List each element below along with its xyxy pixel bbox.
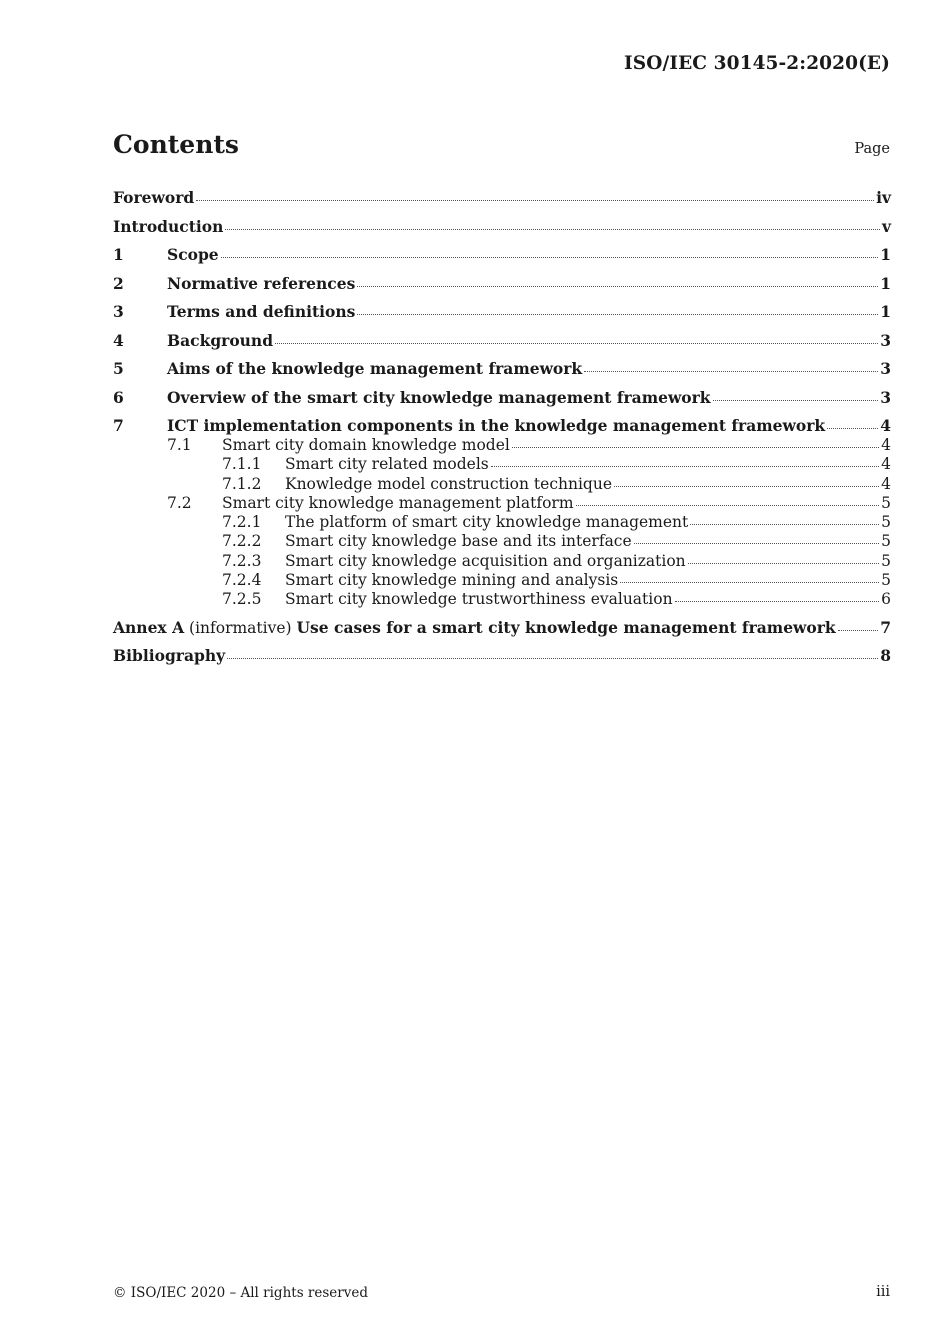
copyright-notice: © ISO/IEC 2020 – All rights reserved [113,1285,368,1301]
dot-leader [275,342,878,344]
toc-entry-title: Background [167,330,274,350]
toc-page-number: iv [876,188,891,207]
dot-leader [690,523,879,525]
footer-page-number: iii [876,1284,890,1300]
toc-entry-6[interactable] [113,384,891,413]
annex-informative-note: (informative) [184,618,297,637]
toc-page-number: 3 [880,387,891,407]
toc-page-number: 5 [881,513,891,532]
toc-entry-title: Smart city knowledge base and its interface [285,532,632,551]
toc-page-number: 6 [881,590,891,609]
document-id: ISO/IEC 30145-2:2020(E) [624,53,890,74]
toc-page-number: 3 [880,359,891,378]
dot-leader [221,256,879,258]
toc-clause-number: 1 [113,245,124,264]
toc-clause-number: 7.1 [167,436,192,454]
toc-page-number: 4 [880,416,891,435]
toc-page-number: v [881,216,891,236]
toc-page-number: 4 [881,436,891,454]
toc-clause-number: 7.2.1 [222,513,262,532]
toc-page-number: 1 [880,273,891,293]
toc-entry-title [113,614,836,643]
dot-leader [512,446,879,448]
dot-leader [584,370,878,372]
toc-page-number: 4 [881,455,891,474]
toc-page-number: 7 [880,617,891,637]
toc-page-number: 5 [881,551,891,570]
dot-leader [227,657,878,659]
toc-entry-annex-a[interactable] [113,614,891,643]
toc-entry-7[interactable] [113,416,891,436]
toc-entry-7-1-1[interactable] [113,455,891,474]
dot-leader [634,542,879,544]
toc-entry-title: Smart city knowledge mining and analysis [285,571,619,590]
dot-leader [357,285,878,287]
toc-page-number: 5 [881,493,891,512]
annex-title: Use cases for a smart city knowledge management framework [296,617,836,637]
toc-entry-title: Bibliography [113,646,226,666]
dot-leader [827,427,878,429]
toc-clause-number: 6 [113,387,124,407]
toc-entry-title: Aims of the knowledge management framework [167,359,583,378]
toc-entry-title: Foreword [113,188,195,207]
toc-entry-title: Smart city related models [285,455,489,474]
toc-clause-number: 7.1.2 [222,474,262,493]
toc-entry-title: Scope [167,245,219,264]
dot-leader [196,199,874,201]
toc-entry-title: Normative references [167,273,356,293]
toc-entry-7-2-3[interactable] [113,552,891,571]
toc-entry-3[interactable] [113,298,891,327]
table-of-contents [113,184,891,671]
dot-leader [675,600,880,602]
toc-entry-7-2-4[interactable] [113,571,891,590]
toc-entry-5[interactable] [113,355,891,384]
page-column-label: Page [854,141,890,157]
toc-entry-title: Smart city domain knowledge model [222,436,510,454]
toc-entry-title: Terms and definitions [167,302,356,321]
dot-leader [225,228,880,230]
dot-leader [357,313,878,315]
dot-leader [620,581,879,583]
dot-leader [838,629,879,631]
toc-clause-number: 7.1.1 [222,455,262,474]
dot-leader [576,504,880,506]
toc-clause-number: 7 [113,416,124,435]
toc-page-number: 5 [881,532,891,551]
toc-entry-title: Knowledge model construction technique [285,474,613,493]
toc-clause-number: 5 [113,359,124,378]
toc-entry-introduction[interactable] [113,213,891,242]
toc-entry-1[interactable] [113,241,891,270]
toc-entry-bibliography[interactable] [113,642,891,671]
toc-page-number: 8 [880,646,891,666]
toc-page-number: 1 [880,302,891,321]
toc-entry-7-1-2[interactable] [113,475,891,494]
toc-clause-number: 3 [113,302,124,321]
toc-clause-number: 7.2.3 [222,551,262,570]
toc-clause-number: 7.2 [167,493,192,512]
dot-leader [491,465,879,467]
toc-clause-number: 7.2.5 [222,590,262,609]
toc-clause-number: 2 [113,273,124,293]
toc-entry-title: Smart city knowledge trustworthiness evaluation [285,590,673,609]
toc-page-number: 5 [881,571,891,590]
toc-page-number: 4 [881,474,891,493]
annex-label: Annex A [113,617,185,637]
toc-clause-number: 7.2.2 [222,532,262,551]
toc-page-number: 3 [880,330,891,350]
toc-entry-title: ICT implementation components in the knowledge management framework [167,416,826,435]
toc-page-number: 1 [880,245,891,264]
toc-clause-number: 4 [113,330,124,350]
toc-entry-7-2-2[interactable] [113,532,891,551]
toc-entry-title: Smart city knowledge management platform [222,493,574,512]
toc-entry-title: Introduction [113,216,224,236]
toc-entry-7-2-5[interactable] [113,590,891,609]
toc-entry-foreword[interactable] [113,184,891,213]
toc-entry-7-2-1[interactable] [113,513,891,532]
dot-leader [688,562,879,564]
toc-entry-2[interactable] [113,270,891,299]
toc-entry-7-1[interactable] [113,436,891,455]
toc-entry-7-2[interactable] [113,494,891,513]
toc-entry-4[interactable] [113,327,891,356]
dot-leader [614,485,879,487]
toc-entry-title: The platform of smart city knowledge management [285,513,689,532]
toc-entry-title: Smart city knowledge acquisition and organization [285,551,686,570]
contents-heading: Contents [113,130,240,159]
toc-entry-title: Overview of the smart city knowledge management framework [167,387,711,407]
dot-leader [713,399,879,401]
toc-clause-number: 7.2.4 [222,571,262,590]
